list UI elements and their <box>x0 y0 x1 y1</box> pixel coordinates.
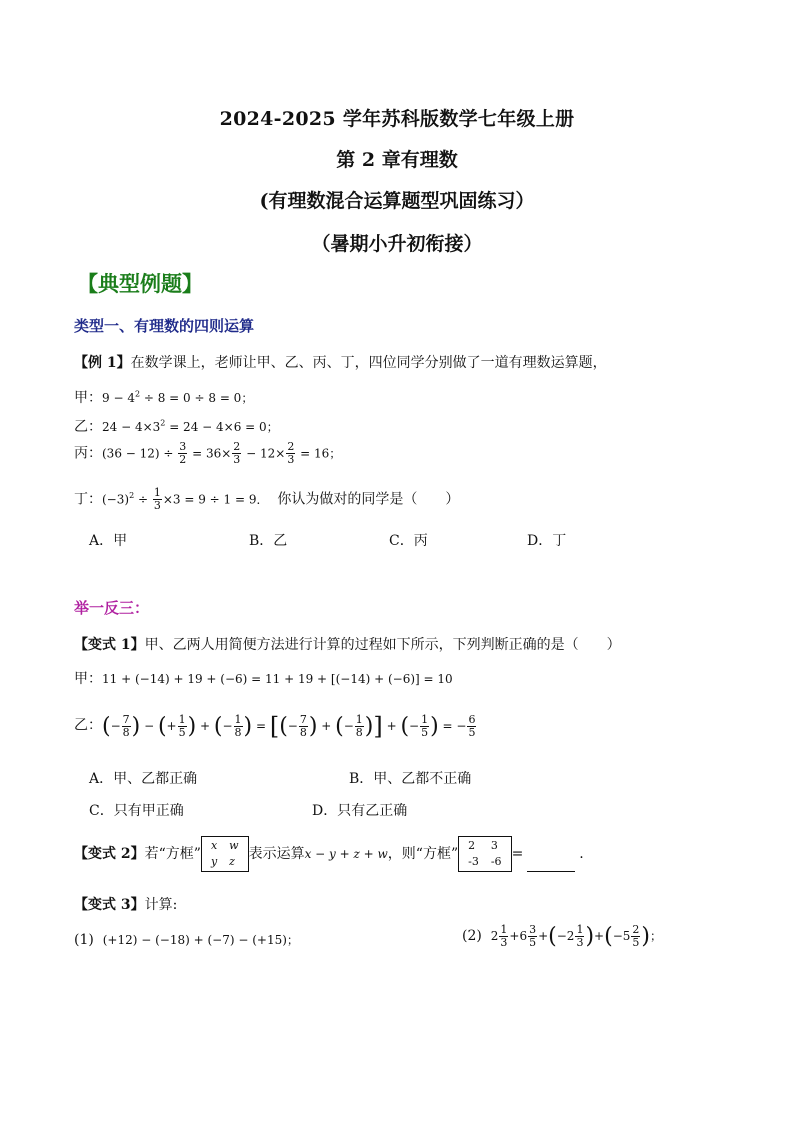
variant-2-text-a: 若“方框” <box>144 846 201 862</box>
variant-1-jia-label: 甲： <box>74 671 102 687</box>
example-1-bing <box>74 441 341 466</box>
answer-blank[interactable] <box>527 857 575 872</box>
bing-fraction-3: $\frac{2}{3}$ <box>287 440 295 466</box>
problem-1-label: (1) <box>74 932 94 948</box>
section-heading: 【典型例题】 <box>77 271 203 296</box>
bing-expr-b: = 36× <box>188 446 232 461</box>
variant-1-option-a: A．甲、乙都正确 <box>89 771 198 787</box>
practice-heading: 举一反三： <box>74 599 150 617</box>
title-line-3: (有理数混合运算题型巩固练习） <box>259 190 535 212</box>
type-heading: 类型一、有理数的四则运算 <box>74 317 255 335</box>
title-line-2: 第 2 章有理数 <box>336 149 458 171</box>
ding-exponent: 2 <box>129 490 135 500</box>
variant-2-text-b: 表示运算 <box>248 846 305 862</box>
bing-fraction-1: $\frac{3}{2}$ <box>179 440 187 466</box>
variant-3-problem-2 <box>462 924 662 949</box>
bing-expr-c: − 12× <box>242 446 286 461</box>
variant-2 <box>74 836 584 872</box>
jia-expr-b: ÷ 8 = 0 ÷ 8 = 0； <box>140 391 254 405</box>
variant-2-operation: x − y + z + w <box>304 847 388 861</box>
example-1-option-d: D．丁 <box>527 533 567 549</box>
student-yi-label: 乙： <box>74 419 102 435</box>
yi-expr-a: 24 − 4×3 <box>102 420 161 434</box>
variant-2-text-c: ，则“方框” <box>387 846 459 862</box>
variant-1-option-d: D．只有乙正确 <box>312 803 408 819</box>
jia-exponent: 2 <box>134 389 141 399</box>
yi-expr-b: = 24 − 4×6 = 0； <box>165 420 279 434</box>
variant-1-yi-expr: (− $\frac{7}{8}$ ) − (+ $\frac{1}{5}$ ) + (− $\frac{1}{8}$ ) = [(− $\frac{7}{8}$ ) + (− $\frac{1}{8}$ )] + (− $\frac{1}{5}$ ) = − $\frac{6}{5}$ <box>102 712 476 740</box>
problem-1-expr: (+12) − (−18) + (−7) − (+15)； <box>102 933 299 947</box>
variant-2-label: 【变式 2】 <box>74 846 145 862</box>
title-line-4: （暑期小升初衔接） <box>311 233 483 255</box>
variant-1-yi <box>74 712 477 740</box>
variant-1-option-c: C．只有甲正确 <box>89 803 184 819</box>
variant-3-label: 【变式 3】 <box>74 897 145 913</box>
yi-exponent: 2 <box>160 418 166 428</box>
box-symbol-numbers: 2 3 -3 -6 <box>458 836 511 872</box>
variant-3-problem-1 <box>74 931 299 948</box>
student-bing-label: 丙： <box>74 445 102 462</box>
problem-2-label: (2) <box>462 928 482 944</box>
variant-1-option-b: B．甲、乙都不正确 <box>349 771 472 787</box>
variant-1-yi-label: 乙： <box>74 717 102 734</box>
student-jia-label: 甲： <box>74 390 102 406</box>
variant-1-jia <box>74 668 453 688</box>
student-ding-label: 丁： <box>74 491 102 508</box>
variant-1-label: 【变式 1】 <box>74 637 145 653</box>
bing-expr-a: (36 − 12) ÷ <box>102 446 178 461</box>
variant-1-stem <box>74 634 621 654</box>
example-1-jia <box>74 387 253 407</box>
variant-1-jia-expr: 11 + (−14) + 19 + (−6) = 11 + 19 + [(−14) + (−6)] = 10 <box>102 672 453 686</box>
bing-expr-d: = 16； <box>296 446 342 461</box>
ding-expr-c: ×3 = 9 ÷ 1 = 9． <box>162 492 269 507</box>
example-1-question: 你认为做对的同学是（ ） <box>277 491 460 508</box>
example-1-stem <box>74 352 607 372</box>
ding-fraction: $\frac{1}{3}$ <box>153 486 161 512</box>
problem-2-expr: 2 $\frac{1}{3}$ +6 $\frac{3}{5}$ +(−2 $\frac{1}{3}$ )+(−5 $\frac{2}{5}$ )； <box>490 923 663 949</box>
example-1-option-c: C．丙 <box>389 533 428 549</box>
example-1-yi <box>74 416 279 436</box>
bing-fraction-2: $\frac{2}{3}$ <box>233 440 241 466</box>
variant-2-period: . <box>579 846 584 862</box>
variant-3-text: 计算: <box>144 897 178 913</box>
jia-expr-a: 9 − 4 <box>102 391 135 405</box>
ding-expr-a: (−3) <box>102 492 130 507</box>
box-symbol-variables: x w y z <box>201 836 249 872</box>
title-line-1: 2024-2025 学年苏科版数学七年级上册 <box>219 108 575 130</box>
ding-expr-b: ÷ <box>134 492 152 507</box>
example-1-ding <box>74 487 459 512</box>
example-1-label: 【例 1】 <box>74 355 131 371</box>
example-1-option-a: A．甲 <box>89 533 128 549</box>
example-1-option-b: B．乙 <box>249 533 288 549</box>
example-1-text: 在数学课上，老师让甲、乙、丙、丁，四位同学分别做了一道有理数运算题， <box>130 355 607 371</box>
variant-1-text: 甲、乙两人用简便方法进行计算的过程如下所示，下列判断正确的是（ ） <box>144 637 621 653</box>
variant-3-stem <box>74 894 177 914</box>
variant-2-equals: = <box>511 846 524 862</box>
